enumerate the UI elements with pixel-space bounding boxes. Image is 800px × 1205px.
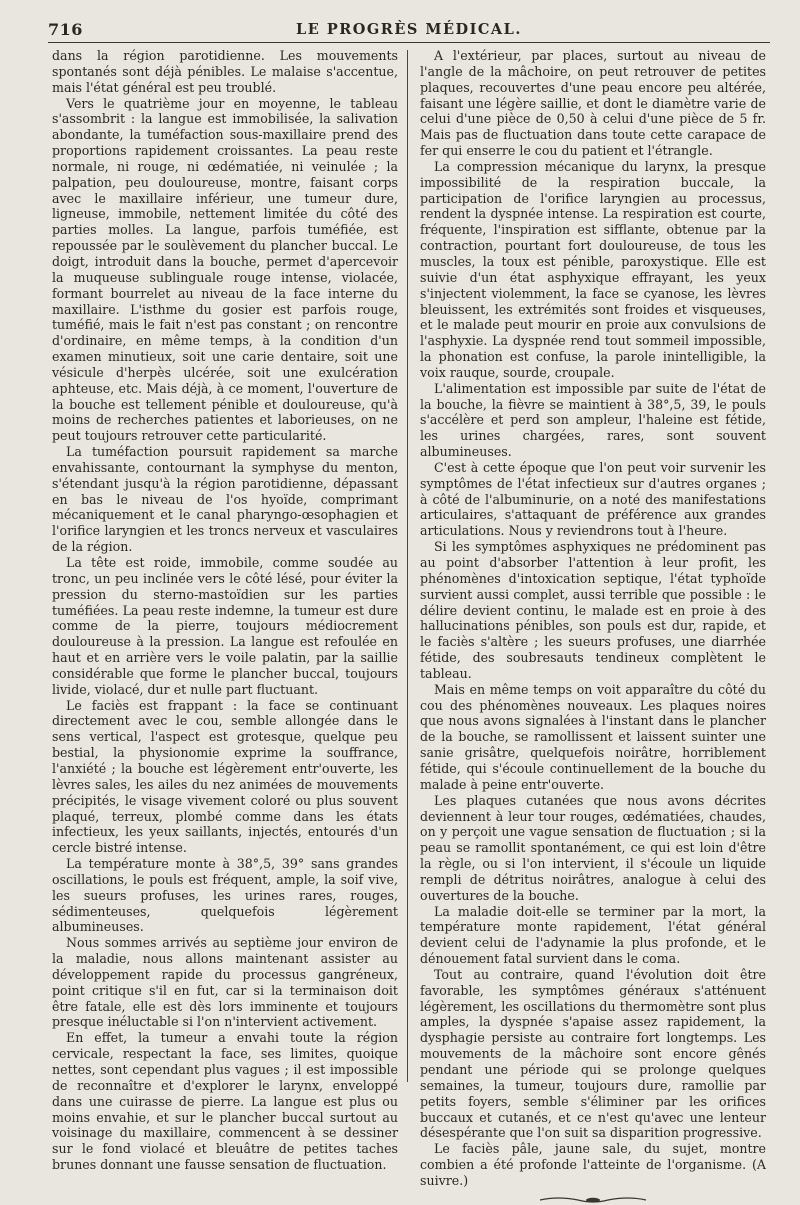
paragraph: Mais en même temps on voit apparaître du côté du cou des phénomènes nouveaux. Les plaques noires que nous avons signalées à l'instant dans le plancher de la bouche, se ramollissent et laissent suinter une sanie grisâtre, quelquefois noirâtre, horriblement fétide, qui s'écoule continuellement de la bouche du malade à peine entr'ouverte. <box>420 681 766 792</box>
paragraph: C'est à cette époque que l'on peut voir survenir les symptômes de l'état infectieux sur d'autres organes ; à côté de l'albuminurie, on a noté des manifestations articulaires, s'attaquant de préférence aux grandes articulations. Nous y reviendrons tout à l'heure. <box>420 459 766 539</box>
left-column <box>52 48 398 1173</box>
paragraph: Les plaques cutanées que nous avons décrites deviennent à leur tour rouges, œdématiées, chaudes, on y perçoit une vague sensation de fluctuation ; si la peau se ramollit spontanément, ce qui est loin d'être la règle, ou si l'on intervient, il s'écoule un liquide rempli de détritus noirâtres, analogue à celui des ouvertures de la bouche. <box>420 792 766 903</box>
page-header <box>48 14 770 43</box>
right-column <box>420 48 766 1205</box>
paragraph: La température monte à 38°,5, 39° sans grandes oscillations, le pouls est fréquent, ample, la soif vive, les sueurs profuses, les urines rares, rouges, sédimenteuses, quelquefois légèrement albumineuses. <box>52 856 398 935</box>
paragraph: En effet, la tumeur a envahi toute la région cervicale, respectant la face, ses limites, quoique nettes, sont cependant plus vagues ; il est impossible de reconnaître et d'explorer le larynx, enveloppé dans une cuirasse de pierre. La langue est plus ou moins envahie, et sur le plancher buccal surtout au voisinage du maxillaire, commencent à se dessiner sur le fond violacé et bleuâtre de petites taches brunes donnant une fausse sensation de fluctuation. <box>52 1030 398 1173</box>
paragraph: Vers le quatrième jour en moyenne, le tableau s'assombrit : la langue est immobilisée, la salivation abondante, la tuméfaction sous-maxillaire prend des proportions rapidement croissantes. La peau reste normale, ni rouge, ni œdématiée, ni veinulée ; la palpation, peu douloureuse, montre, faisant corps avec le maxillaire inférieur, une tumeur dure, ligneuse, immobile, nettement limitée du côté des parties molles. La langue, parfois tuméfiée, est repoussée par le soulèvement du plancher buccal. Le doigt, introduit dans la bouche, permet d'apercevoir la muqueuse sublinguale rouge intense, violacée, formant bourrelet au niveau de la face interne du maxillaire. L'isthme du gosier est parfois rouge, tuméfié, mais le fait n'est pas constant ; on rencontre d'ordinaire, en même temps, à la condition d'un examen minutieux, soit une carie dentaire, soit une vésicule d'herpès ulcérée, soit une exulcération aphteuse, etc. Mais déjà, à ce moment, l'ouverture de la bouche est tellement pénible et douloureuse, qu'à moins de recherches patientes et laborieuses, on ne peut toujours retrouver cette particularité. <box>52 95 398 444</box>
paragraph: Nous sommes arrivés au septième jour environ de la maladie, nous allons maintenant assister au développement rapide du processus gangréneux, point critique s'il en fut, car si la terminaison doit être fatale, elle est dès lors imminente et toujours presque inéluctable si l'on n'intervient activement. <box>52 935 398 1030</box>
paragraph: La maladie doit-elle se terminer par la mort, la température monte rapidement, l'état général devient celui de l'adynamie la plus profonde, et le dénouement fatal survient dans le coma. <box>420 903 766 967</box>
paragraph: dans la région parotidienne. Les mouvements spontanés sont déjà pénibles. Le malaise s'accentue, mais l'état général est peu troublé. <box>52 48 398 95</box>
column-divider <box>407 50 408 1082</box>
paragraph: Le faciès est frappant : la face se continuant directement avec le cou, semble allongée dans le sens vertical, l'aspect est grotesque, quelque peu bestial, la physionomie exprime la souffrance, l'anxiété ; la bouche est légèrement entr'ouverte, les lèvres sales, les ailes du nez animées de mouvements précipités, le visage vivement coloré ou plus souvent plaqué, terreux, plombé comme dans les états infectieux, les yeux saillants, injectés, entourés d'un cercle bistré intense. <box>52 697 398 856</box>
paragraph: La tête est roide, immobile, comme soudée au tronc, un peu inclinée vers le côté lésé, pour éviter la pression du sterno-mastoïdien sur les parties tuméfiées. La peau reste indemne, la tumeur est dure comme de la pierre, toujours médiocrement douloureuse à la pression. La langue est refoulée en haut et en arrière vers le voile palatin, par la saillie considérable que forme le plancher buccal, toujours livide, violacé, dur et nulle part fluctuant. <box>52 555 398 697</box>
paragraph: Si les symptômes asphyxiques ne prédominent pas au point d'absorber l'attention à leur profit, les phénomènes d'intoxication septique, l'état typhoïde survient aussi complet, aussi terrible que possible : le délire devient continu, le malade est en proie à des hallucinations pénibles, son pouls est dur, rapide, et le faciès s'altère ; les sueurs profuses, une diarrhée fétide, des soubresauts tendineux complètent le tableau. <box>420 539 766 681</box>
paragraph: La tuméfaction poursuit rapidement sa marche envahissante, contournant la symphyse du menton, s'étendant jusqu'à la région parotidienne, dépassant en bas le niveau de l'os hyoïde, comprimant mécaniquement et le canal pharyngo-œsophagien et l'orifice laryngien et les troncs nerveux et vasculaires de la région. <box>52 444 398 555</box>
ornament-divider <box>538 1195 648 1205</box>
paragraph: La compression mécanique du larynx, la presque impossibilité de la respiration buccale, la participation de l'orifice laryngien au processus, rendent la dyspnée intense. La respiration est courte, fréquente, l'inspiration est sifflante, obtenue par la contraction, pourtant fort douloureuse, de tous les muscles, la toux est pénible, paroxystique. Elle est suivie d'un état asphyxique effrayant, les yeux s'injectent violemment, la face se cyanose, les lèvres bleuissent, les extrémités sont froides et visqueuses, et le malade peut mourir en proie aux convulsions de l'asphyxie. La dyspnée rend tout sommeil impossible, la phonation est confuse, la parole inintelligible, la voix rauque, sourde, croupale. <box>420 158 766 380</box>
page-number: 716 <box>48 20 83 39</box>
paragraph: L'alimentation est impossible par suite de l'état de la bouche, la fièvre se maintient à 38°,5, 39, le pouls s'accélère et perd son ampleur, l'haleine est fétide, les urines chargées, rares, sont souvent albumineuses. <box>420 380 766 460</box>
paragraph: Le faciès pâle, jaune sale, du sujet, montre combien a été profonde l'atteinte de l'organisme. (A suivre.) <box>420 1141 766 1188</box>
journal-title: LE PROGRÈS MÉDICAL. <box>296 21 522 38</box>
paragraph: A l'extérieur, par places, surtout au niveau de l'angle de la mâchoire, on peut retrouver de petites plaques, recouvertes d'une peau encore peu altérée, faisant une légère saillie, et dont le diamètre varie de celui d'une pièce de 0,50 à celui d'une pièce de 5 fr. Mais pas de fluctuation dans toute cette carapace de fer qui enserre le cou du patient et l'étrangle. <box>420 48 766 159</box>
paragraph: Tout au contraire, quand l'évolution doit être favorable, les symptômes généraux s'atténuent légèrement, les oscillations du thermomètre sont plus amples, la dyspnée s'apaise assez rapidement, la dysphagie persiste au contraire fort longtemps. Les mouvements de la mâchoire sont encore gênés pendant une période qui se prolonge quelques semaines, la tumeur, toujours dure, ramollie par petits foyers, semble s'éliminer par les orifices buccaux et cutanés, et ce n'est qu'avec une lenteur désespérante que l'on suit sa disparition progressive. <box>420 966 766 1141</box>
